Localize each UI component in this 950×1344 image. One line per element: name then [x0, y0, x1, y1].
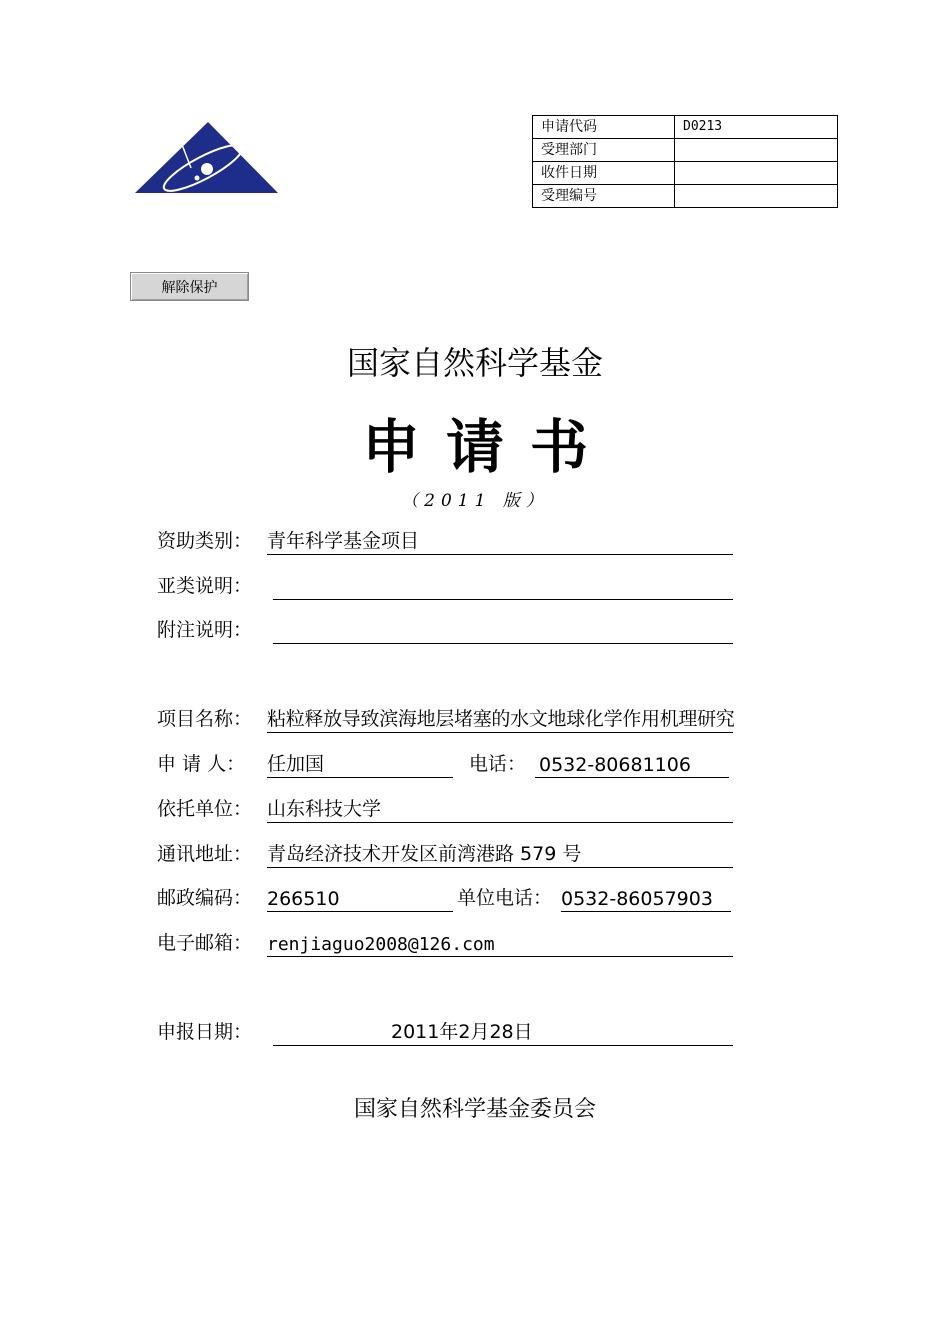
table-cell-label: 受理编号 — [533, 185, 675, 208]
institution-row — [157, 794, 737, 824]
subcategory-field[interactable] — [273, 571, 733, 600]
admin-info-table — [532, 115, 838, 208]
applicant-field[interactable] — [267, 749, 453, 778]
phone-field[interactable] — [535, 749, 729, 778]
unit-phone-field[interactable] — [561, 883, 731, 912]
table-cell-value — [675, 139, 838, 162]
address-row — [157, 839, 737, 869]
table-row — [533, 116, 838, 139]
email-value: renjiaguo2008@126.com — [267, 934, 495, 955]
table-cell-label: 受理部门 — [533, 139, 675, 162]
footer-org: 国家自然科学基金委员会 — [353, 1097, 596, 1122]
institution-value: 山东科技大学 — [267, 798, 382, 820]
doc-title: 申请书 — [361, 413, 614, 481]
postcode-label: 邮政编码： — [157, 887, 253, 909]
project-name-value: 粘粒释放导致滨海地层堵塞的水文地球化学作用机理研究 — [267, 708, 735, 730]
funding-type-row — [157, 526, 737, 556]
date-value: 2011年2月28日 — [391, 1021, 533, 1043]
phone-value: 0532-80681106 — [539, 754, 691, 776]
table-cell-label: 收件日期 — [533, 162, 675, 185]
table-cell-value — [675, 185, 838, 208]
note-field[interactable] — [273, 615, 733, 644]
unit-phone-value: 0532-86057903 — [561, 888, 713, 910]
postcode-field[interactable] — [267, 883, 453, 912]
email-field[interactable] — [267, 928, 733, 957]
postcode-row — [157, 883, 737, 913]
date-field[interactable] — [273, 1017, 733, 1046]
table-row — [533, 185, 838, 208]
email-row — [157, 928, 737, 958]
applicant-row — [157, 749, 737, 779]
note-label: 附注说明： — [157, 619, 253, 641]
funding-type-value: 青年科学基金项目 — [267, 530, 420, 552]
address-value: 青岛经济技术开发区前湾港路 579 号 — [267, 843, 582, 865]
address-label: 通讯地址： — [157, 843, 253, 865]
subcategory-label: 亚类说明： — [157, 575, 253, 597]
phone-label: 电话： — [469, 753, 527, 775]
date-row — [157, 1017, 737, 1047]
org-title: 国家自然科学基金 — [346, 344, 603, 382]
table-row — [533, 162, 838, 185]
table-cell-value — [675, 162, 838, 185]
address-field[interactable] — [267, 839, 733, 868]
funding-type-label: 资助类别： — [157, 530, 253, 552]
project-name-label: 项目名称： — [157, 708, 253, 730]
nsfc-logo — [133, 120, 280, 196]
date-label: 申报日期： — [157, 1021, 253, 1043]
applicant-value: 任加国 — [267, 753, 325, 775]
subcategory-row — [157, 571, 737, 601]
unprotect-button[interactable]: 解除保护 — [130, 272, 249, 301]
project-name-field[interactable] — [267, 704, 733, 733]
institution-field[interactable] — [267, 794, 733, 823]
table-row — [533, 139, 838, 162]
postcode-value: 266510 — [267, 888, 340, 910]
edition-label: （2011 版） — [401, 491, 549, 511]
unit-phone-label: 单位电话： — [457, 887, 553, 909]
project-name-row — [157, 704, 837, 734]
table-cell-value: D0213 — [675, 116, 838, 139]
applicant-label: 申 请 人： — [157, 753, 246, 775]
table-cell-label: 申请代码 — [533, 116, 675, 139]
institution-label: 依托单位： — [157, 798, 253, 820]
note-row — [157, 615, 737, 645]
email-label: 电子邮箱： — [157, 932, 253, 954]
funding-type-field[interactable] — [267, 526, 733, 555]
